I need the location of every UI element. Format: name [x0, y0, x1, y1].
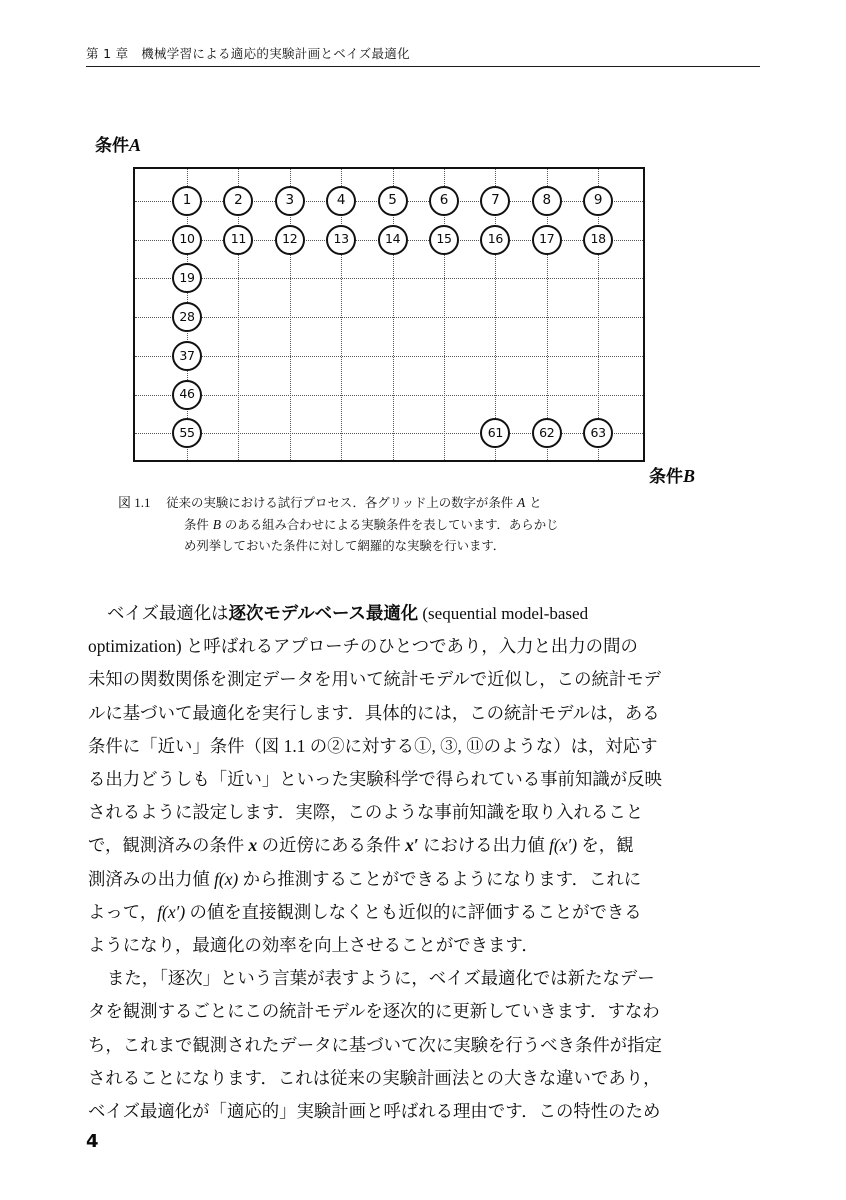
- p2-line-4: されることになります．これは従来の実験計画法との大きな違いであり，: [88, 1067, 661, 1088]
- grid-node: 18: [583, 225, 613, 255]
- grid-node: 14: [378, 225, 408, 255]
- grid-node: 46: [172, 380, 202, 410]
- p1-line-5: 条件に「近い」条件（図 1.1 の②に対する①, ③, ⑪のような）は，対応す: [88, 735, 658, 756]
- grid-node: 62: [532, 418, 562, 448]
- experiment-grid-frame: [133, 167, 645, 462]
- p1-line-7: されるように設定します．実際，このような事前知識を取り入れること: [88, 802, 644, 823]
- grid-node: 8: [532, 186, 562, 216]
- caption-line-1-variable: A: [517, 495, 526, 510]
- caption-line-3: め列挙しておいた条件に対して網羅的な実験を行います．: [184, 538, 506, 553]
- p1-l8-a: で，観測済みの条件: [88, 835, 249, 856]
- caption-line-2-variable: B: [212, 516, 221, 532]
- caption-line-2-text-b: のある組み合わせによる実験条件を表しています．あらかじ: [220, 516, 559, 532]
- p1-line-10: [88, 896, 722, 929]
- grid-node: 61: [480, 418, 510, 448]
- caption-number: 図 1.1: [118, 495, 151, 510]
- p1-l8-c: における出力値: [418, 835, 550, 856]
- grid-node: 16: [480, 225, 510, 255]
- grid-node: 13: [326, 225, 356, 255]
- p1-line-2: optimization) と呼ばれるアプローチのひとつであり，入力と出力の間の: [88, 636, 638, 657]
- p1-line-1: [88, 597, 722, 630]
- paragraph-1: [88, 597, 722, 962]
- grid-node: 10: [172, 225, 202, 255]
- running-header: 第 1 章 機械学習による適応的実験計画とベイズ最適化: [86, 46, 410, 61]
- grid-node: 37: [172, 341, 202, 371]
- p1-l1-bold-term: 逐次モデルベース最適化: [228, 603, 419, 623]
- grid-node: 28: [172, 302, 202, 332]
- grid-node: 4: [326, 186, 356, 216]
- axis-label-condition-b: [649, 462, 695, 487]
- header-rule: [86, 66, 760, 67]
- caption-line-2: [118, 514, 678, 536]
- caption-line-1: [118, 492, 678, 514]
- grid-node: 63: [583, 418, 613, 448]
- grid-node: 12: [275, 225, 305, 255]
- p1-l8-b: の近傍にある条件: [257, 835, 406, 856]
- p2-line-5: ベイズ最適化が「適応的」実験計画と呼ばれる理由です．この特性のため: [88, 1101, 661, 1122]
- grid-nodes: [135, 169, 643, 460]
- p1-l10-b: の値を直接観測しなくとも近似的に評価することができる: [185, 901, 642, 922]
- grid-node: 19: [172, 263, 202, 293]
- p1-line-6: る出力どうしも「近い」といった実験科学で得られている事前知識が反映: [88, 769, 662, 790]
- grid-node: 5: [378, 186, 408, 216]
- axis-label-b-variable: B: [683, 466, 696, 486]
- p1-l10-fn-fxp: f(x′): [157, 901, 186, 922]
- grid-node: 2: [223, 186, 253, 216]
- p1-l9-b: から推測することができるようになります．これに: [238, 868, 642, 889]
- p1-line-11: ようになり，最適化の効率を向上させることができます．: [88, 935, 539, 956]
- p2-line-2: タを観測するごとにこの統計モデルを逐次的に更新していきます．すなわ: [88, 1001, 660, 1022]
- p1-l1-b: (sequential model-based: [418, 604, 589, 623]
- caption-line-2-text-a: 条件: [184, 516, 213, 532]
- page-number: 4: [86, 1131, 99, 1152]
- grid-node: 55: [172, 418, 202, 448]
- p1-line-9: [88, 863, 722, 896]
- caption-line-1-text-b: と: [525, 495, 542, 510]
- axis-label-b-text: 条件: [649, 467, 683, 487]
- grid-node: 1: [172, 186, 202, 216]
- p1-l8-var-x-prime: x′: [405, 835, 419, 856]
- p1-l10-a: よって，: [88, 901, 158, 922]
- paragraph-2: [88, 962, 722, 1128]
- p1-line-3: 未知の関数関係を測定データを用いて統計モデルで近似し，この統計モデ: [88, 669, 662, 690]
- p1-l9-fn-fx: f(x): [214, 868, 239, 889]
- grid-node: 15: [429, 225, 459, 255]
- grid-node: 11: [223, 225, 253, 255]
- axis-label-a-text: 条件: [95, 136, 129, 156]
- p1-line-4: ルに基づいて最適化を実行します．具体的には，この統計モデルは，ある: [88, 702, 660, 723]
- axis-label-a-variable: A: [129, 135, 142, 155]
- p1-l8-fn-fxp: f(x′): [549, 835, 578, 856]
- grid-node: 6: [429, 186, 459, 216]
- caption-line-1-text-a: 従来の実験における試行プロセス．各グリッド上の数字が条件: [166, 495, 518, 510]
- grid-node: 9: [583, 186, 613, 216]
- p1-l8-var-x: x: [248, 835, 258, 856]
- figure-caption: [118, 492, 678, 557]
- p1-l1-a: ベイズ最適化は: [107, 603, 229, 623]
- p1-l9-a: 測済みの出力値: [88, 868, 215, 889]
- grid-node: 7: [480, 186, 510, 216]
- axis-label-condition-a: [95, 131, 141, 156]
- grid-node: 17: [532, 225, 562, 255]
- grid-node: 3: [275, 186, 305, 216]
- p2-line-3: ち，これまで観測されたデータに基づいて次に実験を行うべき条件が指定: [88, 1034, 662, 1055]
- p1-line-8: [88, 829, 722, 862]
- p1-l8-d: を，観: [577, 835, 634, 856]
- p2-line-1: また，「逐次」という言葉が表すように，ベイズ最適化では新たなデー: [107, 968, 655, 989]
- body-text: [88, 597, 722, 1128]
